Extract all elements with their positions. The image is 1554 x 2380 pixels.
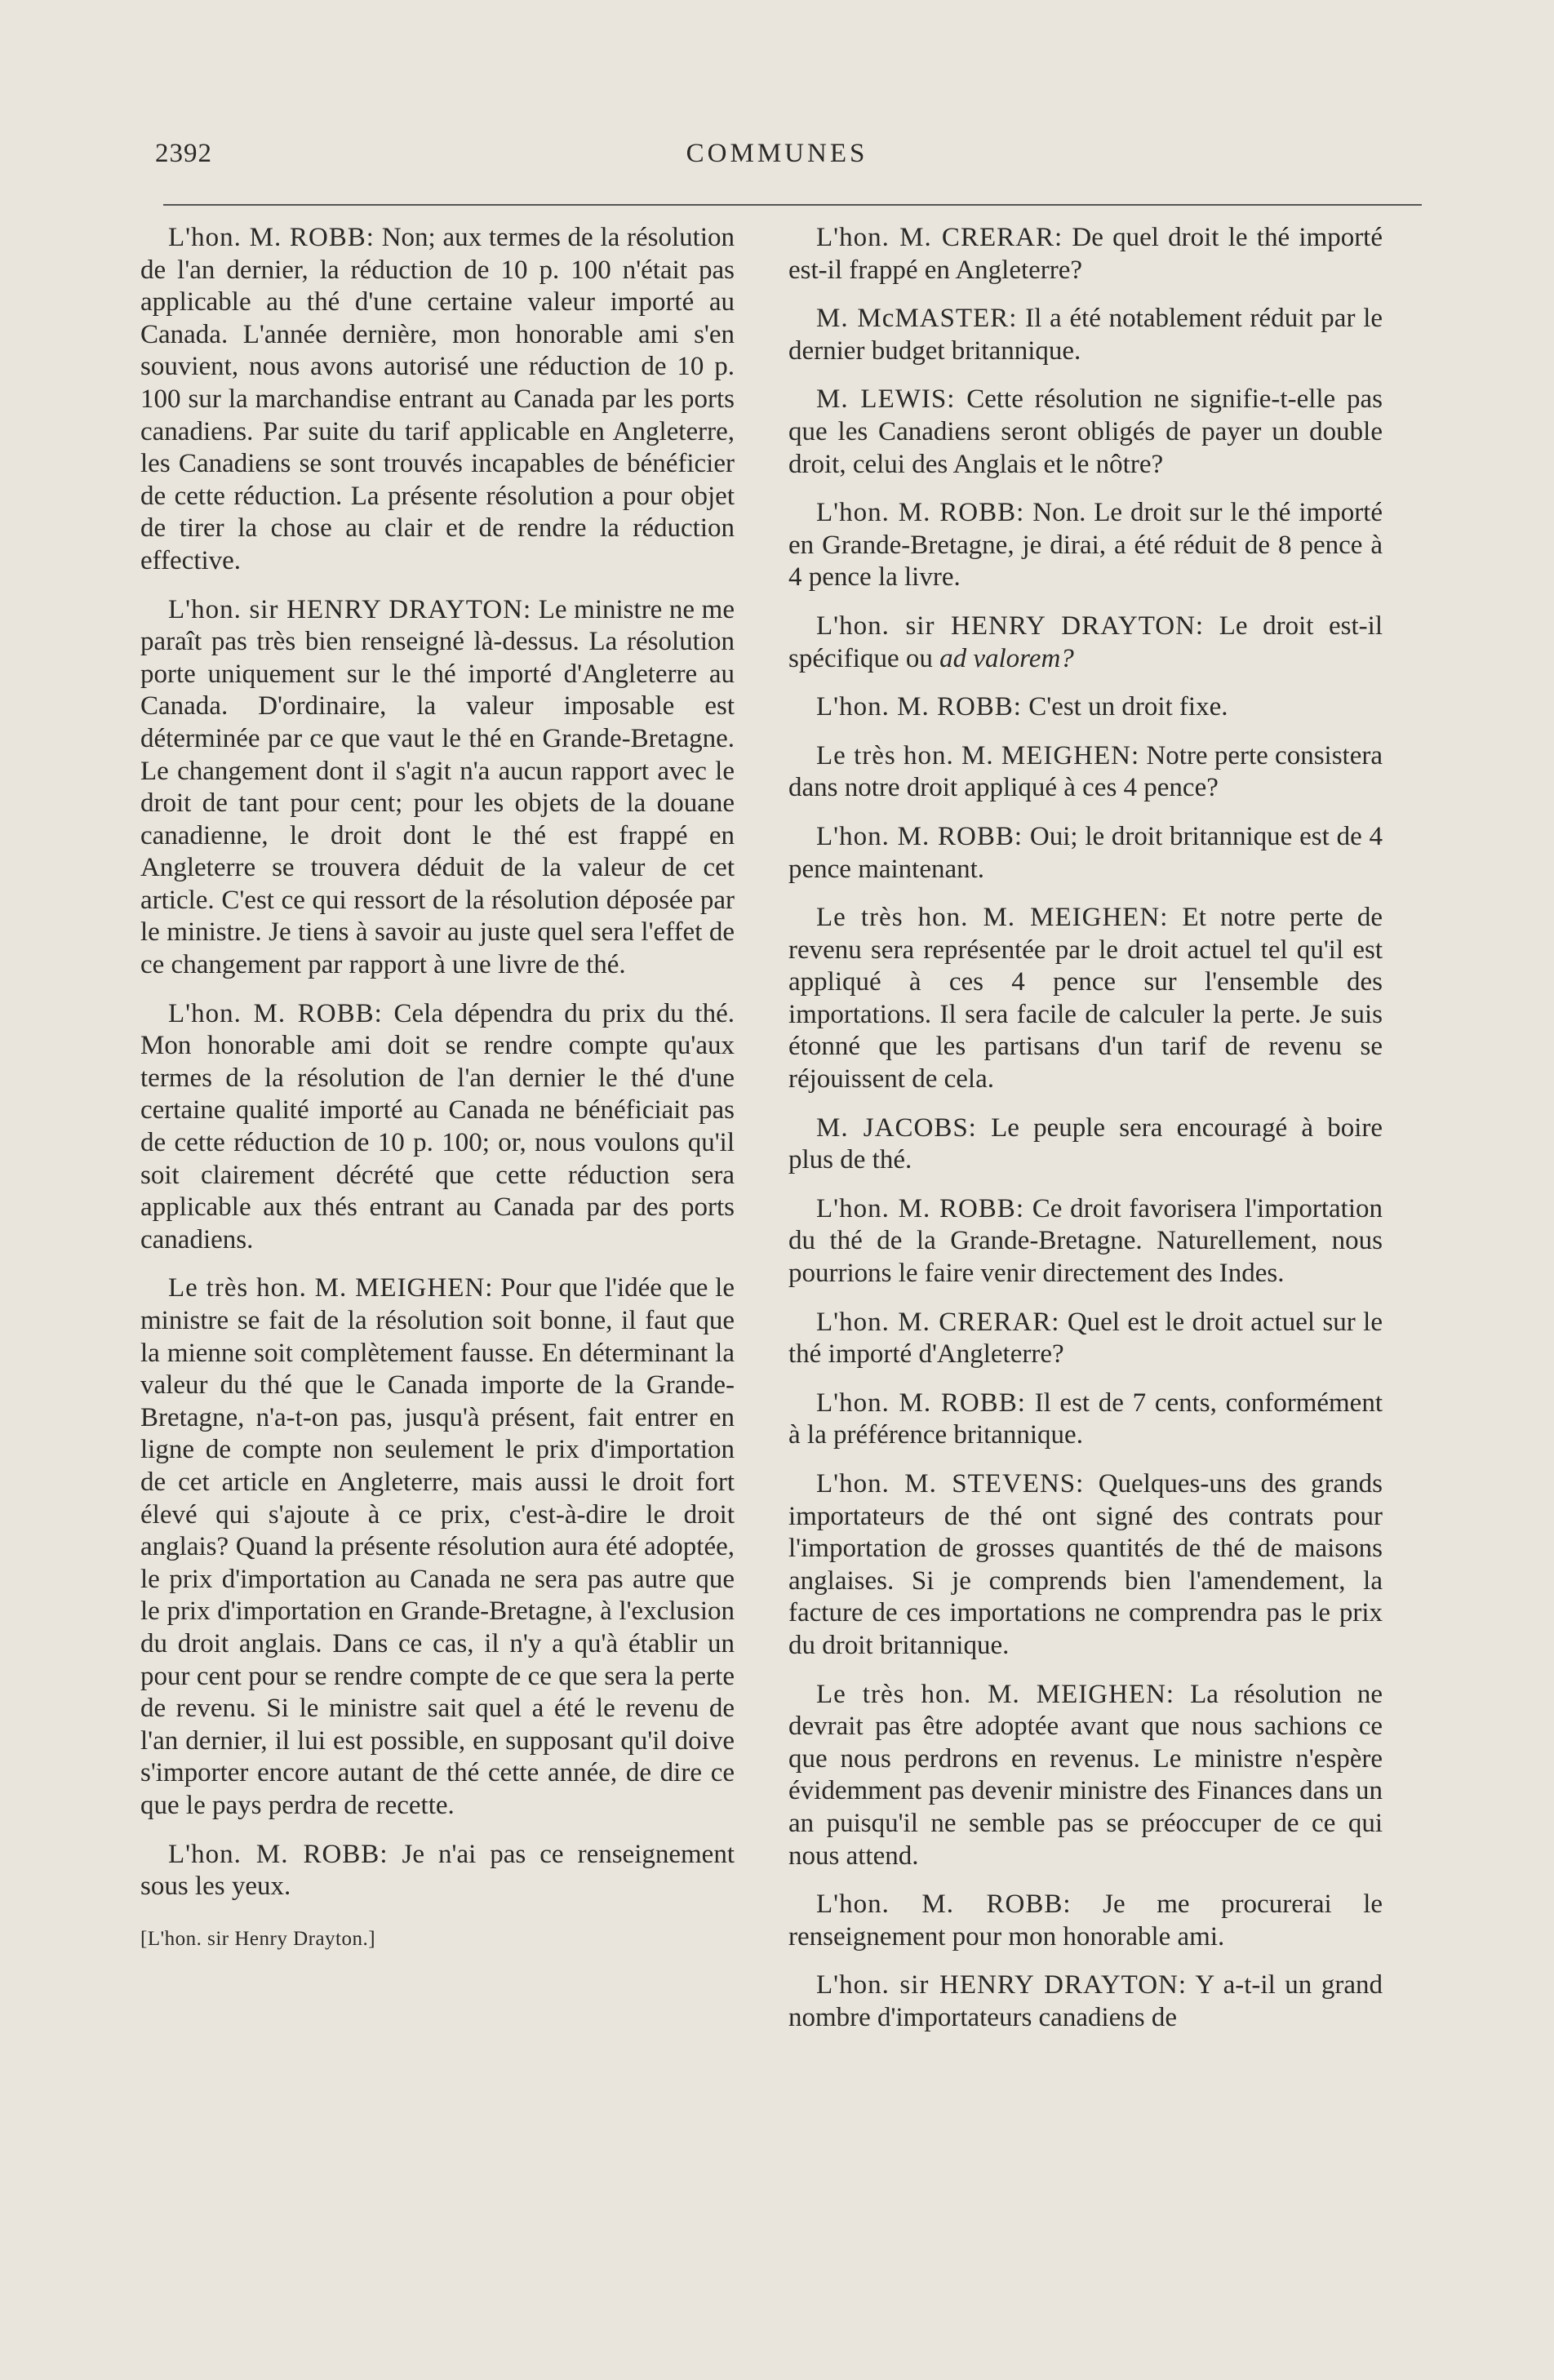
speaker-name: M. LEWIS: (816, 384, 956, 415)
speech-text: Il a été notablement réduit par le dernier budget britannique. (788, 304, 1383, 366)
speaker-name: Le très hon. M. MEIGHEN: (816, 1679, 1175, 1709)
speech-text: Y a-t-il un grand nombre d'importateurs canadiens de (788, 1970, 1383, 2032)
speech-text: Je n'ai pas ce renseignement sous les yeux. (140, 1839, 735, 1902)
latin-term: ad valorem? (939, 643, 1074, 673)
running-title: COMMUNES (686, 139, 868, 168)
speech-text: C'est un droit fixe. (1028, 692, 1228, 722)
speech-text: Je me procurerai le renseignement pour mon honorable ami. (788, 1889, 1383, 1952)
speaker-name: L'hon. M. ROBB: (168, 998, 383, 1028)
speech-paragraph (140, 998, 735, 1257)
speech-text: Le peuple sera encouragé à boire plus de thé. (788, 1112, 1383, 1175)
speaker-footnote: [L'hon. sir Henry Drayton.] (140, 1927, 376, 1950)
speaker-name: L'hon. M. ROBB: (816, 692, 1022, 722)
speech-text: Le ministre ne me paraît pas très bien renseigné là-dessus. La résolution porte uniquement sur le thé importé d'Angleterre au Canada. D'ordinaire, la valeur imposable est déterminée par ce que vaut le thé en Grande-Bretagne. Le changement dont il s'agit n'a aucun rapport avec le droit de tant pour cent; pour les objets de la douane canadienne, le droit dont le thé est frappé en Angleterre se trouvera déduit de la valeur de cet article. C'est ce qui ressort de la résolution déposée par le ministre. Je tiens à savoir au juste quel sera l'effet de ce changement par rapport à une livre de thé. (140, 594, 735, 980)
speaker-name: L'hon. M. CRERAR: (816, 1307, 1060, 1337)
speech-text: Le droit est-il spécifique ou (788, 611, 1383, 673)
speaker-name: L'hon. sir HENRY DRAYTON: (168, 594, 532, 624)
speech-text: La résolution ne devrait pas être adoptée avant que nous sachions ce que nous perdrons en revenus. Le ministre n'espère évidemment pas devenir ministre des Finances dans un an puisqu'il ne semble pas se préoccuper de ce qui nous attend. (788, 1679, 1383, 1871)
left-column (140, 222, 735, 1955)
header-rule (163, 204, 1422, 206)
speech-paragraph (788, 691, 1383, 724)
speech-text: Cette résolution ne signifie-t-elle pas que les Canadiens seront obligés de payer un double droit, celui des Anglais et le nôtre? (788, 384, 1383, 479)
speaker-name: L'hon. M. ROBB: (816, 1388, 1026, 1418)
speaker-name: L'hon. M. ROBB: (816, 1889, 1072, 1920)
speech-text: De quel droit le thé importé est-il frappé en Angleterre? (788, 223, 1383, 285)
speech-text: Quel est le droit actuel sur le thé importé d'Angleterre? (788, 1307, 1383, 1370)
speech-text: Non; aux termes de la résolution de l'an dernier, la réduction de 10 p. 100 n'était pas applicable au thé d'une certaine valeur importé au Canada. L'année dernière, mon honorable ami s'en souvient, nous avons autorisé une réduction de 10 p. 100 sur la marchandise entrant au Canada par les ports canadiens. Par suite du tarif applicable en Angleterre, les Canadiens se sont trouvés incapables de bénéficier de cette réduction. La présente résolution a pour objet de tirer la chose au clair et de rendre la réduction effective. (140, 223, 735, 575)
speech-paragraph (788, 1193, 1383, 1290)
speaker-name: L'hon. M. ROBB: (816, 821, 1023, 851)
speech-text: Pour que l'idée que le ministre se fait de la résolution soit bonne, il faut que la mienne soit complètement fausse. En déterminant la valeur du thé que le Canada importe de la Grande-Bretagne, n'a-t-on pas, jusqu'à présent, fait entrer en ligne de compte non seulement le prix d'importation de cet article en Angleterre, mais aussi le droit fort élevé qui s'ajoute à ce prix, c'est-à-dire le droit anglais? Quand la présente résolution aura été adoptée, le prix d'importation au Canada ne sera pas autre que le prix d'importation en Grande-Bretagne, à l'exclusion du droit anglais. Dans ce cas, il n'y a qu'à établir un pour cent pour se rendre compte de ce que sera la perte de revenu. Si le ministre sait quel a été le revenu de l'an dernier, il lui est possible, en supposant qu'il doive s'importer encore autant de thé cette année, de dire ce que le pays perdra de recette. (140, 1273, 735, 1820)
speaker-name: L'hon. M. ROBB: (816, 498, 1025, 528)
speech-text: Non. Le droit sur le thé importé en Grande-Bretagne, je dirai, a été réduit de 8 pence à 4 pence la livre. (788, 498, 1383, 593)
speaker-name: L'hon. M. STEVENS: (816, 1469, 1085, 1499)
speech-paragraph (140, 1839, 735, 1903)
speaker-name: L'hon. M. ROBB: (168, 1839, 388, 1869)
speaker-name: L'hon. sir HENRY DRAYTON: (816, 1970, 1188, 2000)
speech-paragraph (788, 1388, 1383, 1452)
speech-paragraph (140, 1272, 735, 1822)
right-column (788, 222, 1383, 2051)
speech-paragraph (788, 384, 1383, 481)
speech-paragraph (788, 1679, 1383, 1873)
page-header (0, 139, 1554, 188)
speech-text: Et notre perte de revenu sera représentée par le droit actuel tel qu'il est appliqué à ces 4 pence sur l'ensemble des importations. Il sera facile de calculer la perte. Je suis étonné que les partisans d'un tarif de revenu se réjouissent de cela. (788, 903, 1383, 1095)
speaker-name: M. JACOBS: (816, 1112, 977, 1143)
speech-paragraph (788, 1969, 1383, 2034)
speech-paragraph (140, 594, 735, 982)
speaker-name: L'hon. M. ROBB: (168, 223, 375, 252)
speech-paragraph (788, 1889, 1383, 1953)
speech-paragraph (788, 1307, 1383, 1371)
speech-paragraph (788, 497, 1383, 594)
speech-text: Cela dépendra du prix du thé. Mon honorable ami doit se rendre compte qu'aux termes de la résolution de l'an dernier le thé d'une certaine qualité importé au Canada ne bénéficiait pas de cette réduction de 10 p. 100; or, nous voulons qu'il soit clairement décrété que cette réduction sera applicable aux thés entrant au Canada par des ports canadiens. (140, 998, 735, 1254)
speech-text: Il est de 7 cents, conformément à la préférence britannique. (788, 1388, 1383, 1450)
speech-text: Oui; le droit britannique est de 4 pence maintenant. (788, 821, 1383, 884)
speech-paragraph (788, 821, 1383, 886)
speech-paragraph (788, 1112, 1383, 1177)
page-number: 2392 (155, 139, 212, 168)
speaker-name: Le très hon. M. MEIGHEN: (816, 903, 1169, 933)
speaker-name: M. McMASTER: (816, 304, 1018, 334)
speaker-name: L'hon. sir HENRY DRAYTON: (816, 611, 1205, 641)
speech-paragraph (788, 740, 1383, 805)
speech-paragraph (788, 222, 1383, 286)
speaker-name: Le très hon. M. MEIGHEN: (168, 1273, 494, 1303)
speech-paragraph (140, 222, 735, 578)
speaker-name: L'hon. M. CRERAR: (816, 223, 1063, 252)
speech-text: Quelques-uns des grands importateurs de thé ont signé des contrats pour l'importation de grosses quantités de thé de maisons anglaises. Si je comprends bien l'amendement, la facture de ces importations ne comprendra pas le prix du droit britannique. (788, 1469, 1383, 1660)
speech-paragraph (788, 303, 1383, 367)
speech-paragraph (788, 902, 1383, 1096)
speech-text: Notre perte consistera dans notre droit appliqué à ces 4 pence? (788, 740, 1383, 803)
speech-text: Ce droit favorisera l'importation du thé de la Grande-Bretagne. Naturellement, nous pourrions le faire venir directement des Indes. (788, 1193, 1383, 1289)
speech-paragraph (788, 1468, 1383, 1663)
speaker-name: Le très hon. M. MEIGHEN: (816, 740, 1140, 770)
speech-paragraph (788, 611, 1383, 675)
speaker-name: L'hon. M. ROBB: (816, 1193, 1024, 1223)
